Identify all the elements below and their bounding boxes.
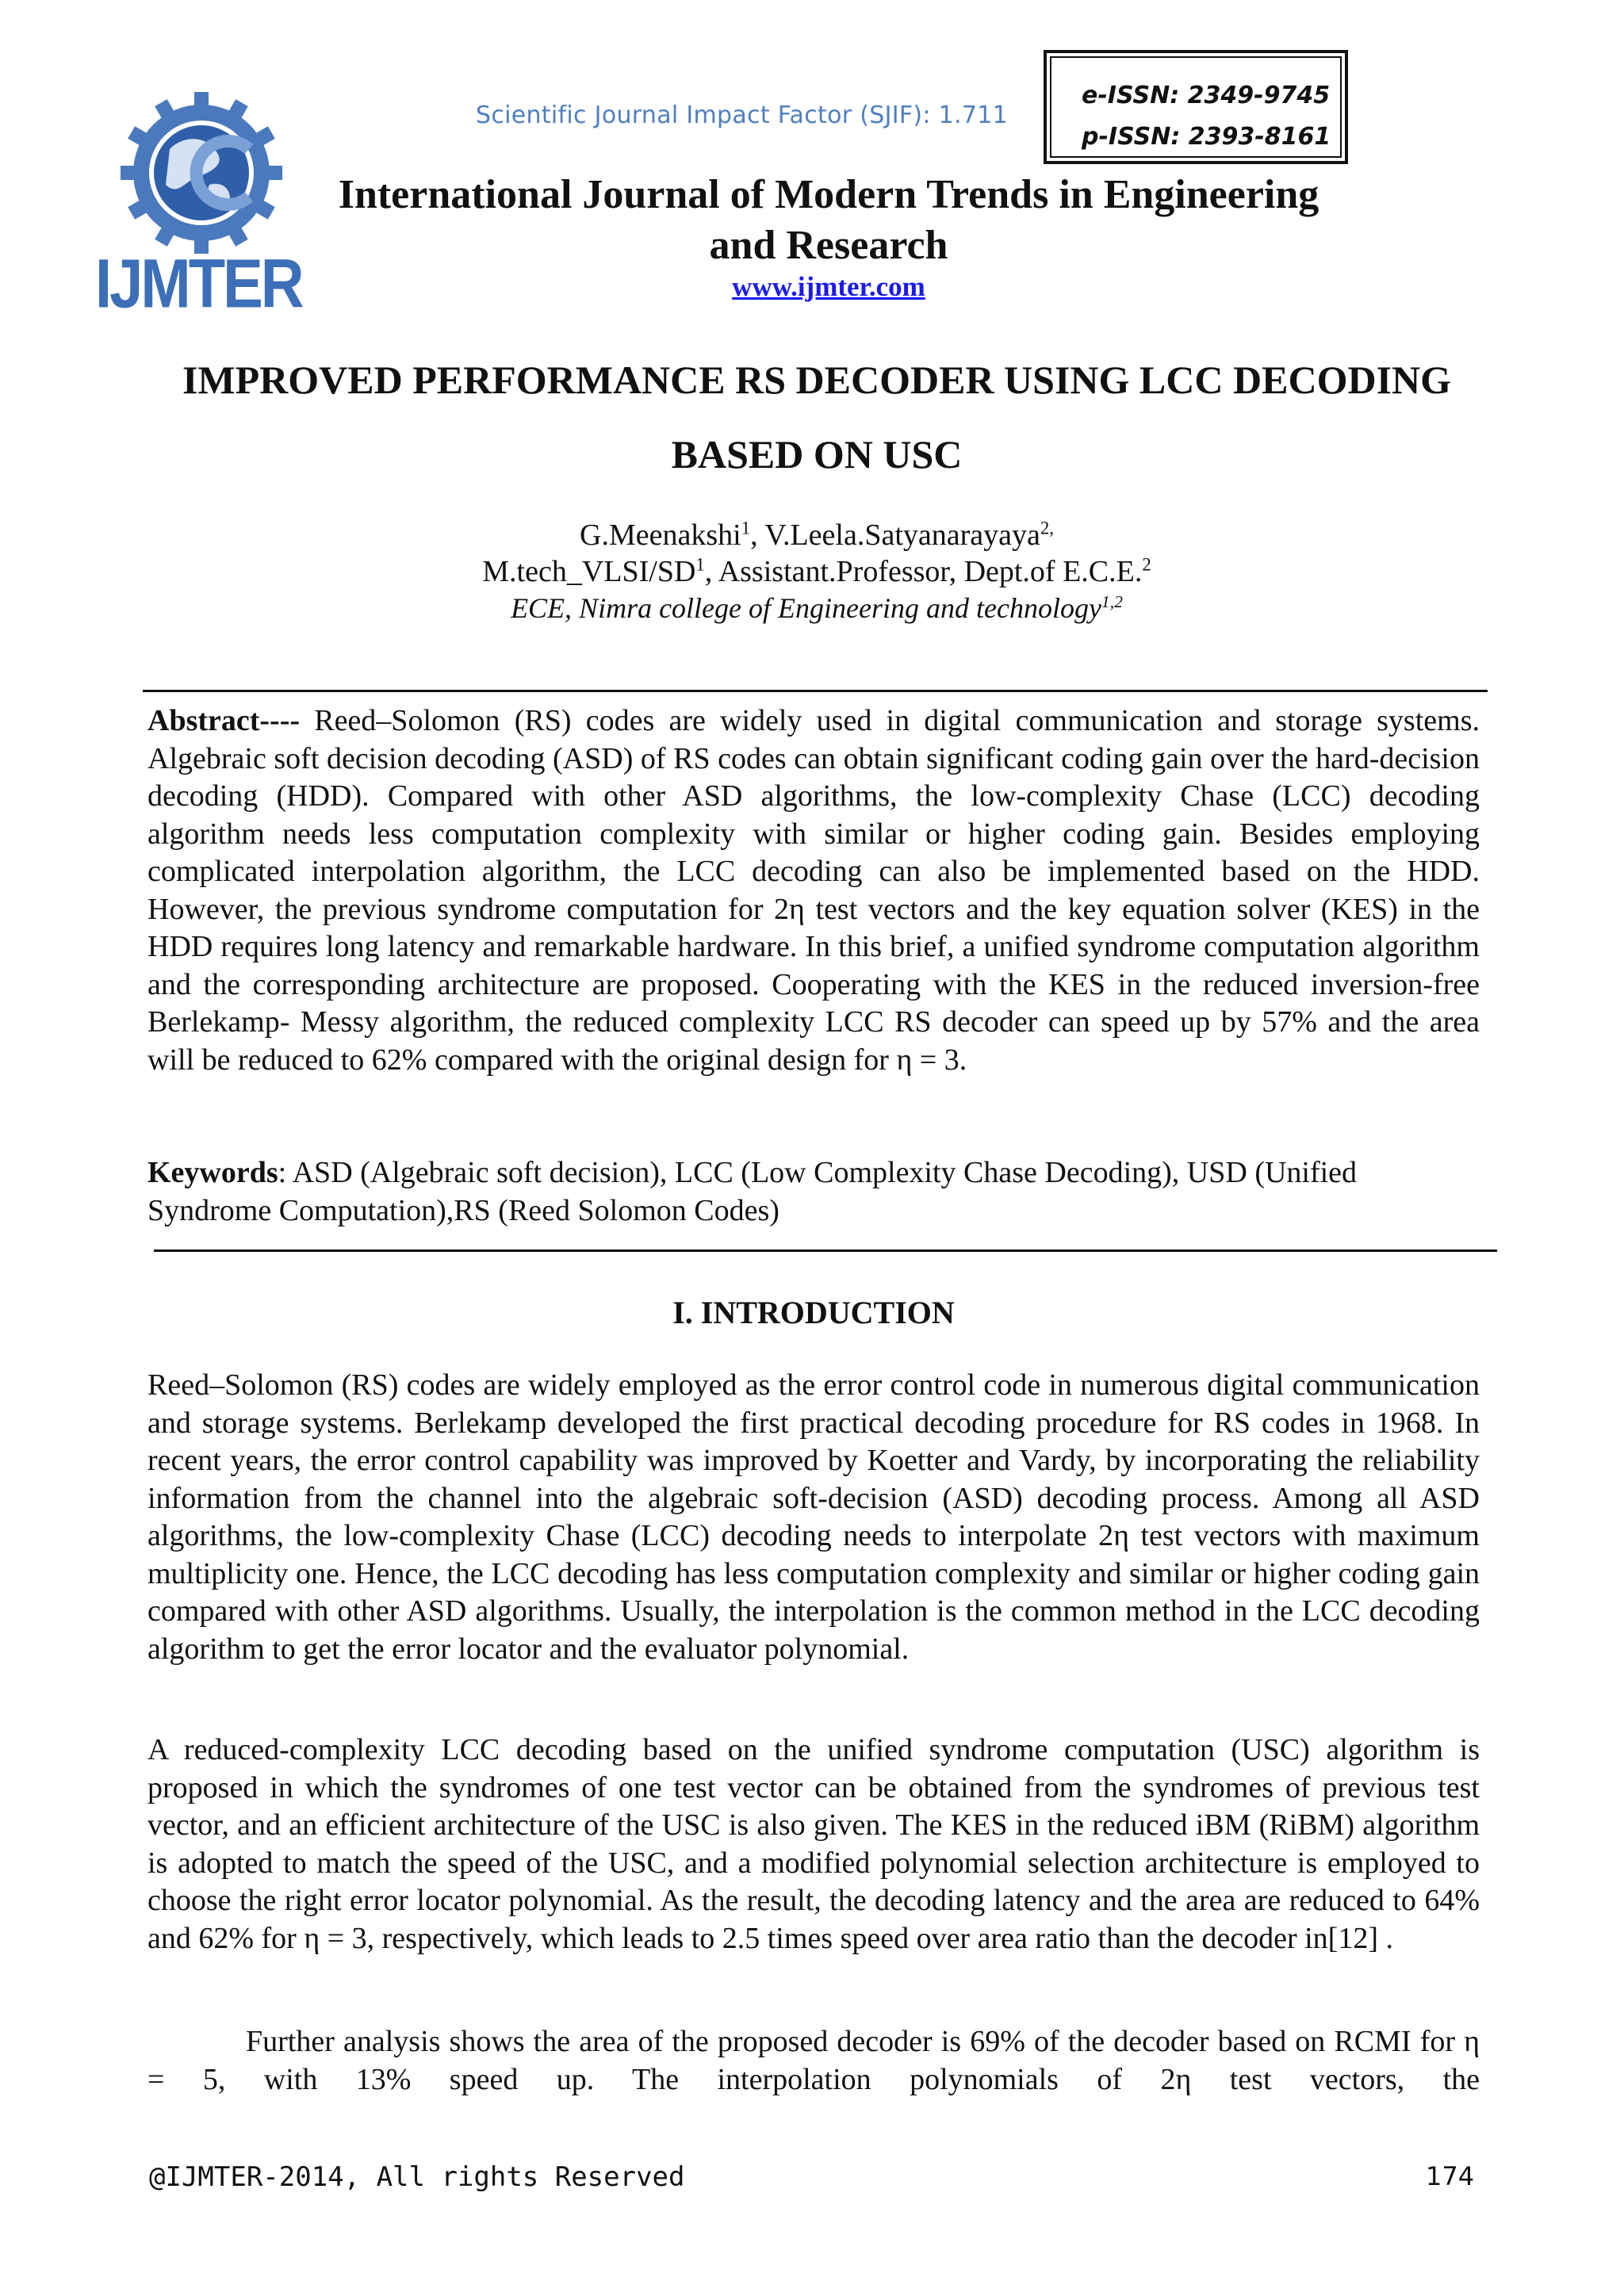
intro-paragraph-2: A reduced-complexity LCC decoding based on the unified syndrome computation (USC) algorithm is proposed in which the syndromes of one test vector can be obtained from the syndromes of previous test vector, and an efficient architecture of the USC is also given. The KES in the reduced iBM (RiBM) algorithm is adopted to match the speed of the USC, and a modified polynomial selection architecture is employed to choose the right error locator polynomial. As the result, the decoding latency and the area are reduced to 64% and 62% for η = 3, respectively, which leads to 2.5 times speed over area ratio than the decoder in[12] . (147, 1733, 1480, 1955)
affiliation-1a: M.tech_VLSI/SD (482, 555, 696, 588)
abstract-label: Abstract---- (147, 704, 301, 737)
author-1-sup: 1 (741, 518, 751, 538)
affiliation-1a-sup: 1 (695, 554, 705, 575)
journal-url-container (301, 271, 1356, 303)
affiliation-1b-sup: 2 (1142, 554, 1151, 575)
divider-top (143, 690, 1488, 692)
intro-paragraph-3: Further analysis shows the area of the proposed decoder is 69% of the decoder based on RCMI for η = 5, with 13% speed up. The interpolation polynomials of 2η test vectors, the (147, 2025, 1480, 2096)
divider-bottom (154, 1249, 1497, 1252)
author-2-sup: 2, (1040, 518, 1054, 538)
affiliation-2 (143, 590, 1491, 626)
section-heading: I. INTRODUCTION (672, 1295, 955, 1330)
affiliation-1b: , Assistant.Professor, Dept.of E.C.E. (704, 555, 1143, 588)
journal-title: International Journal of Modern Trends in Engineering and Research (338, 172, 1320, 268)
keywords (147, 1154, 1464, 1230)
issn-box (1044, 50, 1348, 164)
affiliation-2-text: ECE, Nimra college of Engineering and technology (511, 592, 1101, 624)
journal-url-link[interactable]: www.ijmter.com (732, 271, 925, 302)
author-names (143, 517, 1491, 553)
footer-copyright: @IJMTER-2014, All rights Reserved (149, 2161, 685, 2193)
impact-factor: Scientific Journal Impact Factor (SJIF): 1.711 (476, 101, 1009, 129)
author-2: , V.Leela.Satyanarayaya (750, 519, 1040, 552)
abstract (147, 702, 1480, 1079)
abstract-text: Reed–Solomon (RS) codes are widely used in digital communication and storage systems. Algebraic soft decision decoding (ASD) of RS codes can obtain significant coding gain over the hard-decision decoding (HDD). Compared with other ASD algorithms, the low-complexity Chase (LCC) decoding algorithm needs less computation complexity with similar or higher coding gain. Besides employing complicated interpolation algorithm, the LCC decoding can also be implemented based on the HDD. However, the previous syndrome computation for 2η test vectors and the key equation solver (KES) in the HDD requires long latency and remarkable hardware. In this brief, a unified syndrome computation algorithm and the corresponding architecture are proposed. Cooperating with the KES in the reduced inversion-free Berlekamp- Messy algorithm, the reduced complexity LCC RS decoder can speed up by 57% and the area will be reduced to 62% compared with the original design for η = 3. (147, 704, 1480, 1077)
author-block (143, 517, 1491, 626)
logo-wordmark: IJMTER (95, 245, 302, 323)
affiliation-2-sup: 1,2 (1101, 592, 1123, 611)
e-issn: e-ISSN: 2349-9745 (1082, 82, 1331, 109)
author-1: G.Meenakshi (580, 519, 741, 552)
keywords-text: : ASD (Algebraic soft decision), LCC (Low Complexity Chase Decoding), USD (Unified Syndrome Computation),RS (Reed Solomon Codes) (147, 1156, 1358, 1227)
intro-paragraph-1: Reed–Solomon (RS) codes are widely employed as the error control code in numerous digital communication and storage systems. Berlekamp developed the first practical decoding procedure for RS codes in 1968. In recent years, the error control capability was improved by Koetter and Vardy, by incorporating the reliability information from the channel into the algebraic soft-decision (ASD) decoding process. Among all ASD algorithms, the low-complexity Chase (LCC) decoding needs to interpolate 2η test vectors with maximum multiplicity one. Hence, the LCC decoding has less computation complexity and similar or higher coding gain compared with other ASD algorithms. Usually, the interpolation is the common method in the LCC decoding algorithm to get the error locator and the evaluator polynomial. (147, 1368, 1480, 1666)
affiliation-1 (143, 553, 1491, 590)
keywords-label: Keywords (147, 1156, 278, 1189)
page-number: 174 (1426, 2161, 1475, 2191)
p-issn: p-ISSN: 2393-8161 (1082, 123, 1331, 151)
journal-logo (94, 79, 302, 323)
paper-title: IMPROVED PERFORMANCE RS DECODER USING LCC DECODING BASED ON USC (182, 358, 1452, 476)
